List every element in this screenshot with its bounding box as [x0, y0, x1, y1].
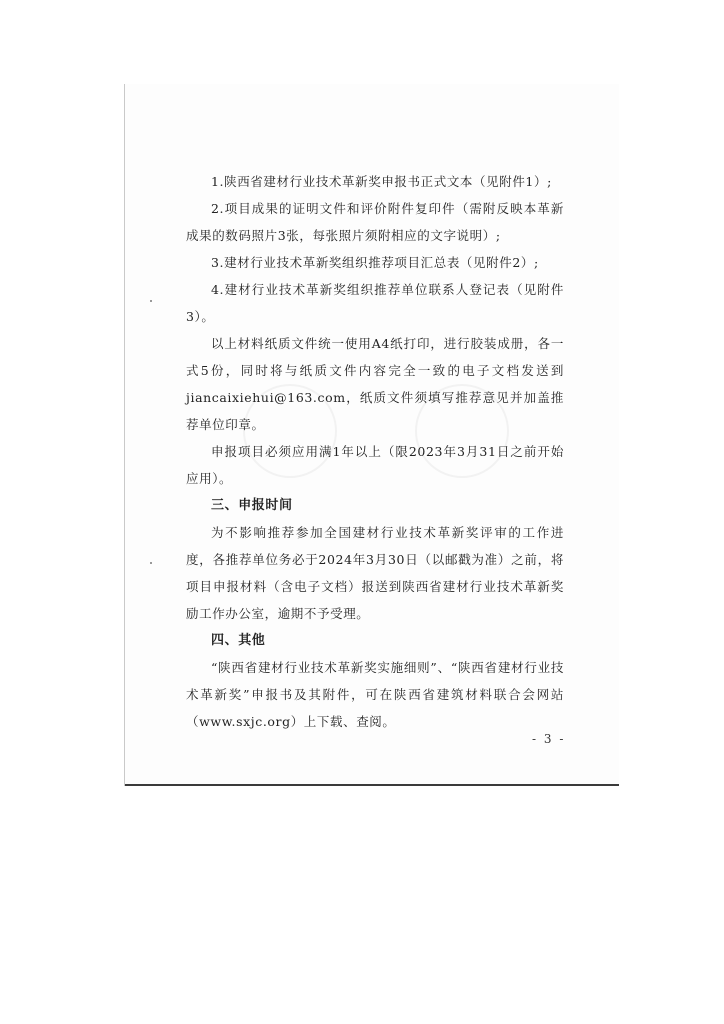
- print-instructions: 以上材料纸质文件统一使用A4纸打印，进行胶装成册，各一式5份，同时将与纸质文件内容完全一致的电子文档发送到jiancaixiehui@163.com，纸质文件须填写推荐意见并加盖推荐单位印章。: [186, 336, 564, 432]
- document-body: [186, 168, 564, 735]
- page-number: - 3 -: [532, 732, 566, 746]
- application-period: 申报项目必须应用满1年以上（限2023年3月31日之前开始应用）。: [186, 444, 564, 486]
- section-heading-4: 四、其他: [211, 633, 266, 648]
- section-heading-3: 三、申报时间: [211, 498, 293, 513]
- margin-speck: [150, 562, 152, 564]
- other-paragraph: “陕西省建材行业技术革新奖实施细则”、“陕西省建材行业技术革新奖”申报书及其附件，可在陕西省建筑材料联合会网站（www.sxjc.org）上下载、查阅。: [186, 660, 564, 729]
- item-2: 2.项目成果的证明文件和评价附件复印件（需附反映本革新成果的数码照片3张，每张照片须附相应的文字说明）;: [186, 201, 564, 243]
- margin-speck: [150, 300, 152, 302]
- item-4: 4.建材行业技术革新奖组织推荐单位联系人登记表（见附件3）。: [186, 282, 564, 324]
- item-1: 1.陕西省建材行业技术革新奖申报书正式文本（见附件1）;: [211, 174, 552, 189]
- deadline-paragraph: 为不影响推荐参加全国建材行业技术革新奖评审的工作进度，各推荐单位务必于2024年3月30日（以邮戳为准）之前，将项目申报材料（含电子文档）报送到陕西省建材行业技术革新奖励工作办公室，逾期不予受理。: [186, 525, 564, 621]
- item-3: 3.建材行业技术革新奖组织推荐项目汇总表（见附件2）;: [211, 255, 539, 270]
